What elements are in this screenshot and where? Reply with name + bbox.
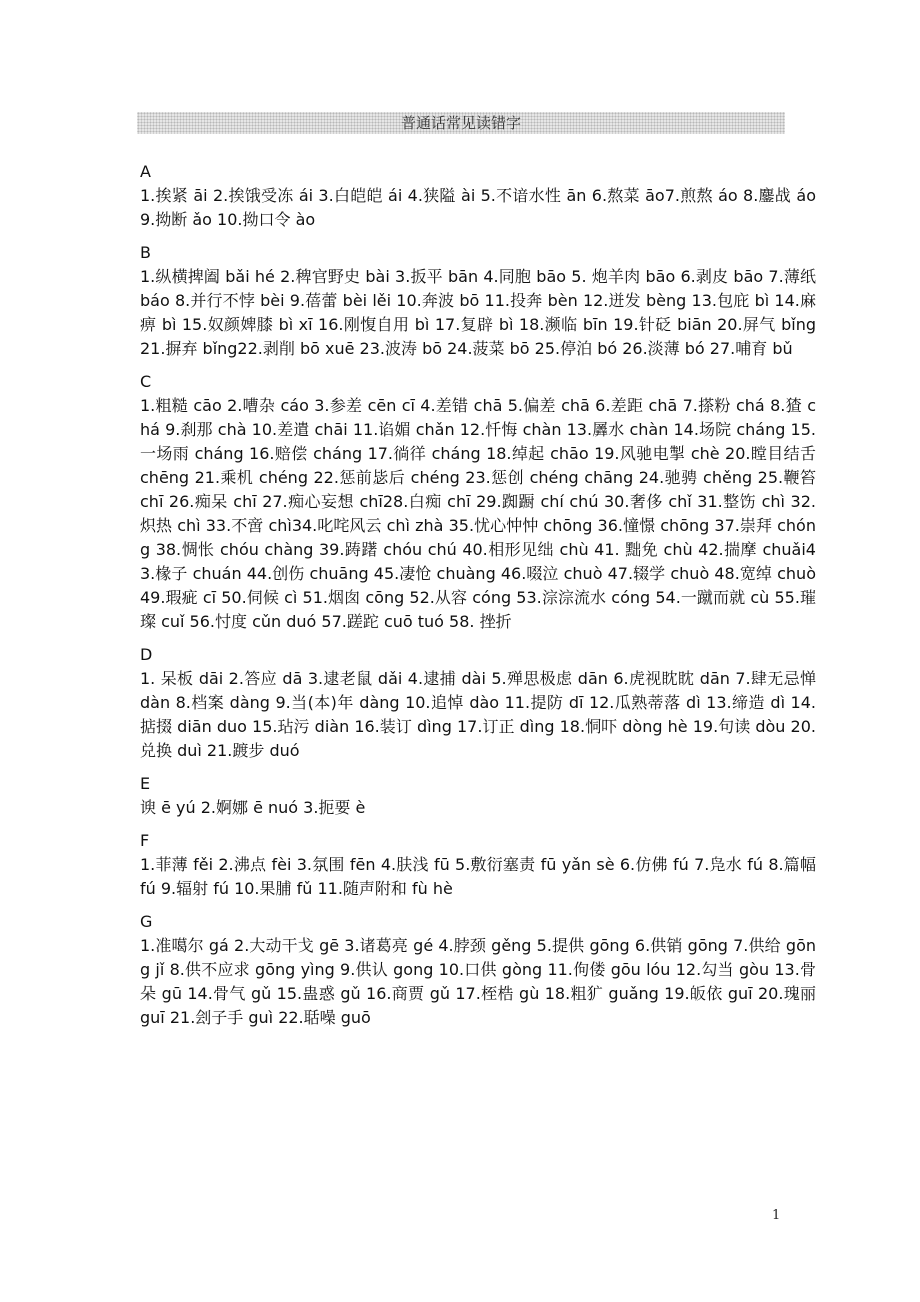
section-c — [140, 370, 816, 634]
section-d — [140, 643, 816, 763]
section-text: 1.准噶尔 gá 2.大动干戈 gē 3.诸葛亮 gé 4.脖颈 gěng 5.提供 gōng 6.供销 gōng 7.供给 gōng jǐ 8.供不应求 gōng yìng 9.供认 gong 10.口供 gòng 11.佝偻 gōu lóu 12.勾当 gòu 13.骨朵 gū 14.骨气 gǔ 15.蛊惑 gǔ 16.商贾 gǔ 17.桎梏 gù 18.粗犷 guǎng 19.皈依 guī 20.瑰丽 guī 21.刽子手 guì 22.聒噪 guō — [140, 936, 816, 1027]
document-title: 普通话常见读错字 — [137, 112, 785, 134]
section-b — [140, 241, 816, 361]
section-a — [140, 160, 816, 232]
section-letter: C — [140, 372, 152, 391]
section-letter: G — [140, 912, 153, 931]
section-text: 1.挨紧 āi 2.挨饿受冻 ái 3.白皑皑 ái 4.狭隘 ài 5.不谙水性 ān 6.熬菜 āo7.煎熬 áo 8.鏖战 áo 9.拗断 ǎo 10.拗口令 ào — [140, 186, 816, 229]
section-letter: A — [140, 162, 151, 181]
section-letter: B — [140, 243, 151, 262]
section-text: 1.纵横捭阖 bǎi hé 2.稗官野史 bài 3.扳平 bān 4.同胞 bāo 5. 炮羊肉 bāo 6.剥皮 bāo 7.薄纸 báo 8.并行不悖 bèi 9.蓓蕾 bèi lěi 10.奔波 bō 11.投奔 bèn 12.迸发 bèng 13.包庇 bì 14.麻痹 bì 15.奴颜婢膝 bì xī 16.刚愎自用 bì 17.复辟 bì 18.濒临 bīn 19.针砭 biān 20.屏气 bǐng 21.摒弃 bǐng22.剥削 bō xuē 23.波涛 bō 24.菠菜 bō 25.停泊 bó 26.淡薄 bó 27.哺育 bǔ — [140, 267, 816, 358]
section-text: 1.菲薄 fěi 2.沸点 fèi 3.氛围 fēn 4.肤浅 fū 5.敷衍塞责 fū yǎn sè 6.仿佛 fú 7.凫水 fú 8.篇幅 fú 9.辐射 fú 10.果脯 fǔ 11.随声附和 fù hè — [140, 855, 816, 898]
page-number: 1 — [772, 1208, 781, 1223]
section-letter: E — [140, 774, 151, 793]
section-e — [140, 772, 816, 820]
section-letter: F — [140, 831, 150, 850]
section-text: 谀 ē yú 2.婀娜 ē nuó 3.扼要 è — [140, 798, 366, 817]
section-text: 1.粗糙 cāo 2.嘈杂 cáo 3.参差 cēn cī 4.差错 chā 5.偏差 chā 6.差距 chā 7.搽粉 chá 8.猹 chá 9.刹那 chà 10.差遣 chāi 11.谄媚 chǎn 12.忏悔 chàn 13.羼水 chàn 14.场院 cháng 15.一场雨 cháng 16.赔偿 cháng 17.徜徉 cháng 18.绰起 chāo 19.风驰电掣 chè 20.瞠目结舌 chēng 21.乘机 chéng 22.惩前毖后 chéng 23.惩创 chéng chāng 24.驰骋 chěng 25.鞭笞 chī 26.痴呆 chī 27.痴心妄想 chī28.白痴 chī 29.踟蹰 chí chú 30.奢侈 chǐ 31.整饬 chì 32.炽热 chì 33.不啻 chì34.叱咤风云 chì zhà 35.忧心忡忡 chōng 36.憧憬 chōng 37.崇拜 chóng 38.惆怅 chóu chàng 39.踌躇 chóu chú 40.相形见绌 chù 41. 黜免 chù 42.揣摩 chuǎi43.椽子 chuán 44.创伤 chuāng 45.凄怆 chuàng 46.啜泣 chuò 47.辍学 chuò 48.宽绰 chuò 49.瑕疵 cī 50.伺候 cì 51.烟囱 cōng 52.从容 cóng 53.淙淙流水 cóng 54.一蹴而就 cù 55.璀璨 cuǐ 56.忖度 cǔn duó 57.蹉跎 cuō tuó 58. 挫折 — [140, 396, 816, 631]
section-f — [140, 829, 816, 901]
document-body — [140, 160, 816, 1039]
section-letter: D — [140, 645, 153, 664]
section-g — [140, 910, 816, 1030]
section-text: 1. 呆板 dāi 2.答应 dā 3.逮老鼠 dǎi 4.逮捕 dài 5.殚思极虑 dān 6.虎视眈眈 dān 7.肆无忌惮 dàn 8.档案 dàng 9.当(本)年 dàng 10.追悼 dào 11.提防 dī 12.瓜熟蒂落 dì 13.缔造 dì 14.掂掇 diān duo 15.玷污 diàn 16.装订 dìng 17.订正 dìng 18.恫吓 dòng hè 19.句读 dòu 20.兑换 duì 21.踱步 duó — [140, 669, 816, 760]
